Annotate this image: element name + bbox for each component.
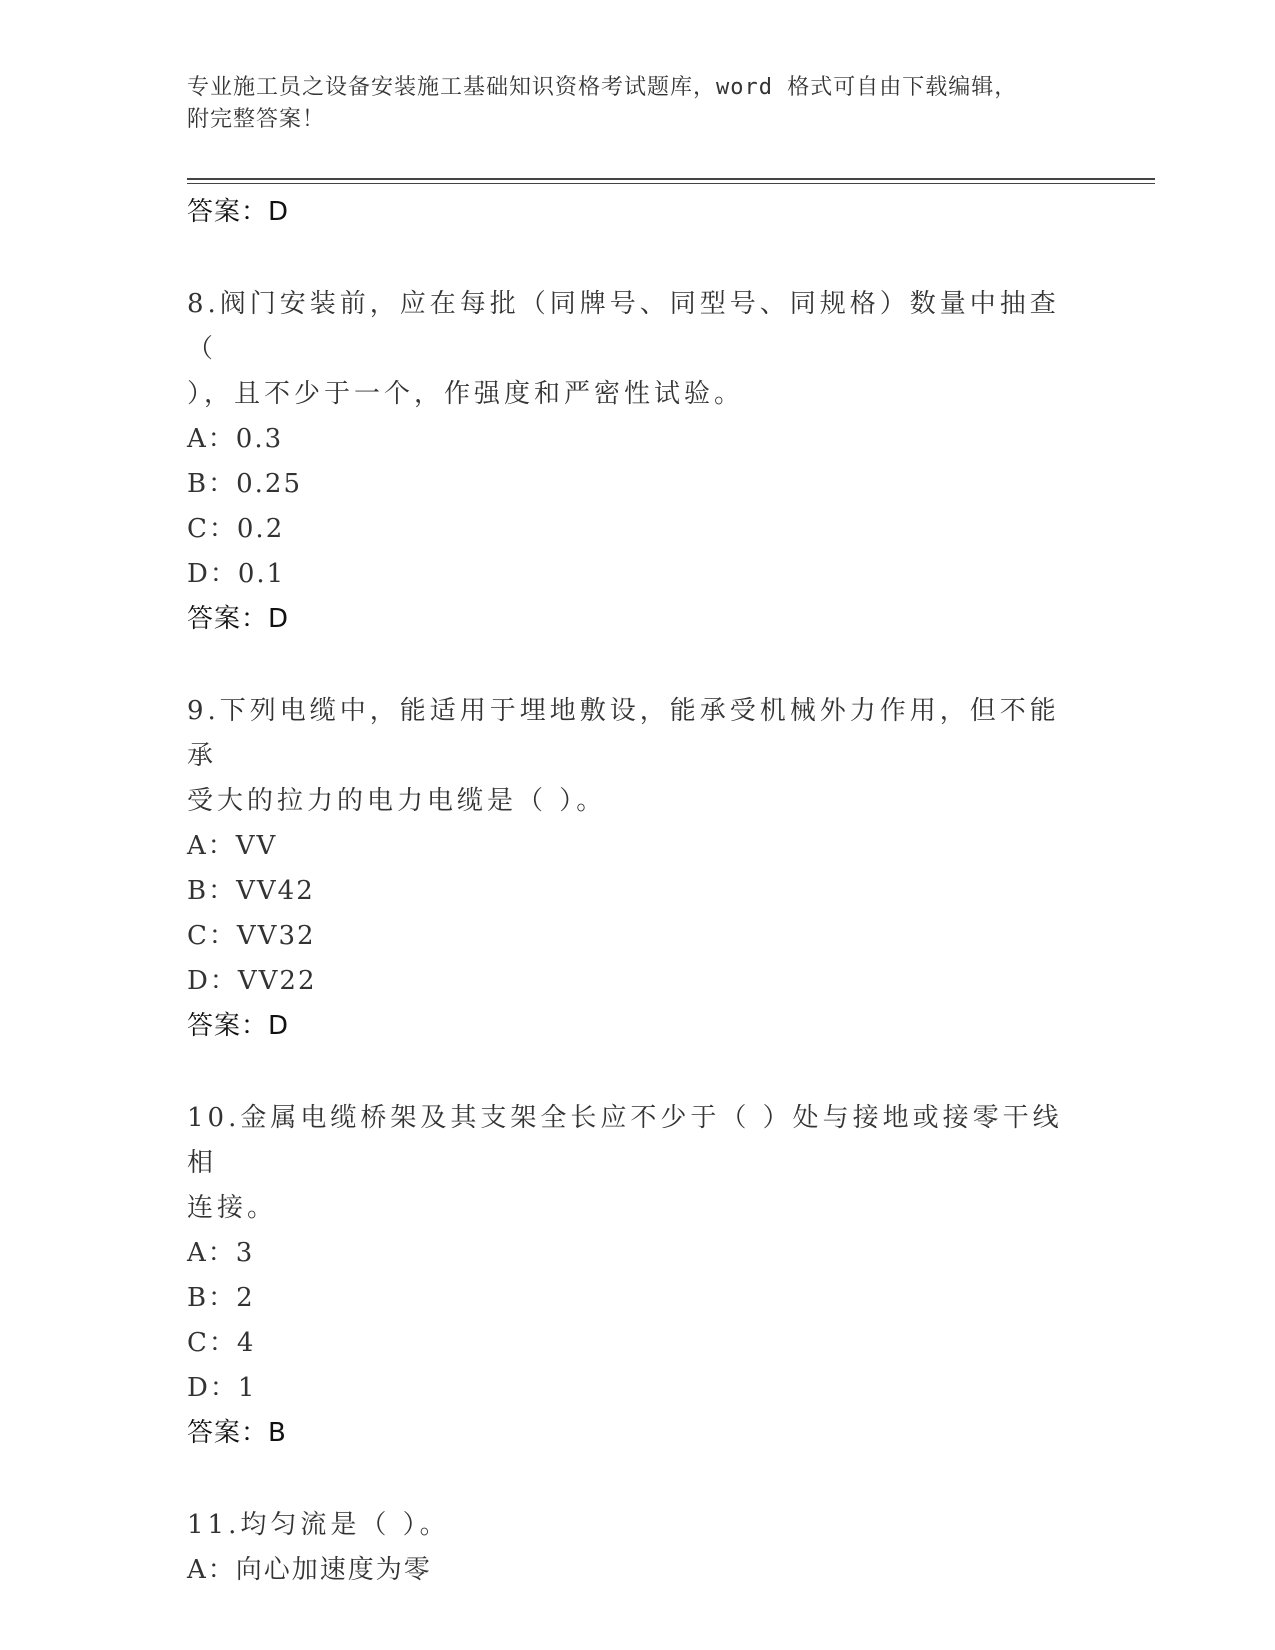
header-line-1: 专业施工员之设备安装施工基础知识资格考试题库，word 格式可自由下载编辑， (187, 75, 1018, 100)
answer-line: 答案：D (187, 604, 290, 634)
question-text: 连接。 (187, 1193, 278, 1223)
option-b: B：VV42 (187, 876, 315, 906)
option-b: B：2 (187, 1283, 255, 1313)
option-c: C：0.2 (187, 514, 285, 544)
header-divider-thin (187, 183, 1155, 184)
header-divider-thick (187, 178, 1155, 180)
option-a: A：3 (187, 1238, 255, 1268)
question-10 (187, 1096, 1067, 1456)
question-list (187, 190, 1067, 1593)
answer-line: 答案：D (187, 1011, 290, 1041)
document-header (187, 72, 1067, 136)
question-text: 8.阀门安装前，应在每批（同牌号、同型号、同规格）数量中抽查（ (187, 289, 1060, 364)
question-text: ），且不少于一个，作强度和严密性试验。 (187, 379, 745, 409)
question-text: 10.金属电缆桥架及其支架全长应不少于（ ）处与接地或接零干线相 (187, 1103, 1063, 1178)
option-a: A：向心加速度为零 (187, 1555, 432, 1585)
answer-line: 答案：D (187, 197, 290, 227)
answer-line: 答案：B (187, 1418, 287, 1448)
question-text: 9.下列电缆中，能适用于埋地敷设，能承受机械外力作用，但不能承 (187, 696, 1060, 771)
option-d: D：1 (187, 1373, 257, 1403)
question-11 (187, 1503, 1067, 1593)
option-a: A：0.3 (187, 424, 284, 454)
option-c: C：4 (187, 1328, 256, 1358)
option-d: D：0.1 (187, 559, 286, 589)
question-8 (187, 282, 1067, 642)
question-text: 11.均匀流是（ ）。 (187, 1510, 450, 1540)
question-text: 受大的拉力的电力电缆是（ ）。 (187, 786, 607, 816)
option-b: B：0.25 (187, 469, 302, 499)
option-c: C：VV32 (187, 921, 316, 951)
option-d: D：VV22 (187, 966, 317, 996)
question-9 (187, 689, 1067, 1049)
header-line-2: 附完整答案！ (187, 107, 326, 132)
option-a: A：VV (187, 831, 278, 861)
